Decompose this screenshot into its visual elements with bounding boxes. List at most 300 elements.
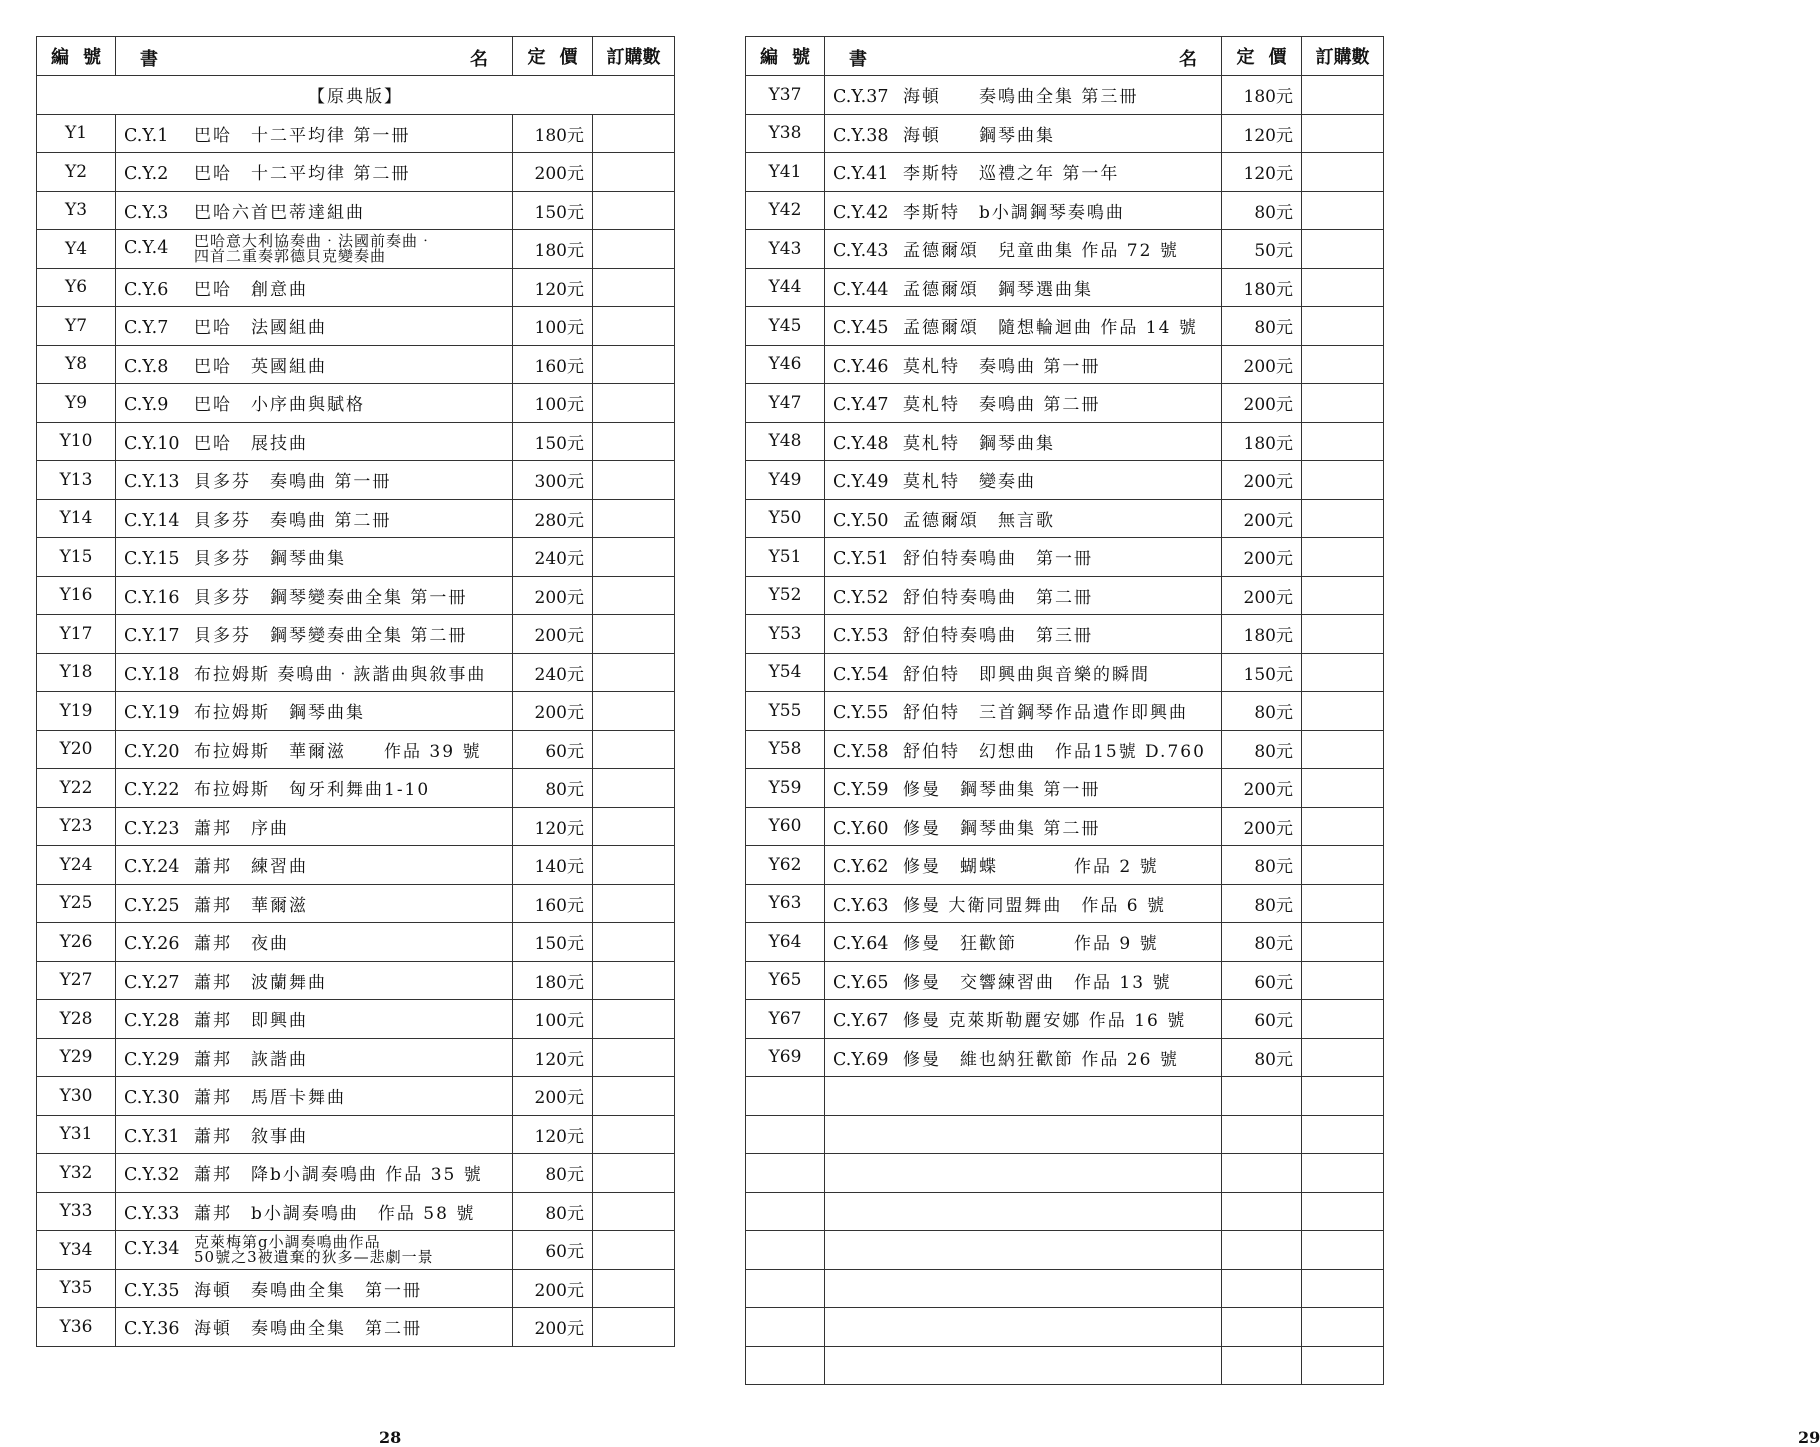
table-row (37, 538, 675, 577)
order-quantity-cell[interactable] (1302, 923, 1384, 962)
item-catalog-number: C.Y.49 (833, 472, 889, 493)
item-price: 200元 (1222, 384, 1302, 423)
order-quantity-cell[interactable] (1302, 538, 1384, 577)
table-row (37, 422, 675, 461)
item-price: 120元 (1222, 153, 1302, 192)
item-name (825, 730, 1222, 769)
item-catalog-number: C.Y.14 (124, 510, 180, 531)
order-quantity-cell[interactable] (1302, 1308, 1384, 1347)
item-code: Y9 (37, 384, 116, 423)
item-title-two-line (194, 231, 435, 265)
right-page (745, 36, 1820, 1447)
item-name (116, 153, 513, 192)
item-title: 蕭邦 敘事曲 (194, 1126, 308, 1147)
item-code (746, 1308, 825, 1347)
order-quantity-cell[interactable] (1302, 884, 1384, 923)
item-code (746, 1192, 825, 1231)
item-price: 140元 (513, 846, 593, 885)
item-name (825, 422, 1222, 461)
item-name (825, 846, 1222, 885)
item-catalog-number: C.Y.7 (124, 318, 169, 339)
order-quantity-cell[interactable] (1302, 807, 1384, 846)
table-row (746, 153, 1384, 192)
item-title: 舒伯特 三首鋼琴作品遺作即興曲 (903, 703, 1188, 724)
header-row (37, 37, 675, 76)
item-catalog-number: C.Y.15 (124, 549, 180, 570)
item-catalog-number: C.Y.16 (124, 587, 180, 608)
order-quantity-cell[interactable] (593, 615, 675, 654)
table-row (746, 730, 1384, 769)
order-quantity-cell[interactable] (1302, 268, 1384, 307)
order-quantity-cell[interactable] (593, 576, 675, 615)
table-row (746, 1269, 1384, 1308)
item-title: 蕭邦 練習曲 (194, 857, 308, 878)
table-row (37, 884, 675, 923)
item-price: 80元 (1222, 884, 1302, 923)
item-title: 巴哈 法國組曲 (194, 318, 327, 339)
table-row (746, 846, 1384, 885)
item-name (825, 884, 1222, 923)
item-name (116, 576, 513, 615)
item-code: Y65 (746, 961, 825, 1000)
item-catalog-number: C.Y.19 (124, 703, 180, 724)
item-name (116, 961, 513, 1000)
item-name (825, 1038, 1222, 1077)
item-name (825, 769, 1222, 808)
item-title: 貝多芬 鋼琴變奏曲全集 第二冊 (194, 626, 468, 647)
item-price: 280元 (513, 499, 593, 538)
order-quantity-cell[interactable] (593, 807, 675, 846)
table-row (37, 1308, 675, 1347)
order-quantity-cell[interactable] (593, 153, 675, 192)
item-code: Y7 (37, 307, 116, 346)
order-quantity-cell[interactable] (1302, 730, 1384, 769)
item-code: Y43 (746, 230, 825, 269)
order-quantity-cell[interactable] (593, 114, 675, 153)
order-quantity-cell[interactable] (593, 384, 675, 423)
item-price: 200元 (513, 1308, 593, 1347)
order-quantity-cell[interactable] (593, 268, 675, 307)
table-row (746, 1346, 1384, 1385)
item-code: Y55 (746, 692, 825, 731)
item-price: 120元 (513, 1038, 593, 1077)
item-name (116, 846, 513, 885)
item-title-line1: 巴哈意大利協奏曲‧法國前奏曲‧ (194, 231, 435, 250)
item-price: 180元 (1222, 615, 1302, 654)
item-catalog-number: C.Y.64 (833, 934, 889, 955)
item-code: Y62 (746, 846, 825, 885)
item-name (116, 268, 513, 307)
order-quantity-cell[interactable] (593, 769, 675, 808)
order-quantity-cell[interactable] (1302, 1154, 1384, 1193)
item-name (825, 1192, 1222, 1231)
item-name (825, 576, 1222, 615)
order-quantity-cell[interactable] (593, 923, 675, 962)
item-code: Y28 (37, 1000, 116, 1039)
item-price: 240元 (513, 538, 593, 577)
item-name (825, 345, 1222, 384)
order-quantity-cell[interactable] (1302, 114, 1384, 153)
item-price: 180元 (1222, 76, 1302, 115)
order-quantity-cell[interactable] (593, 461, 675, 500)
item-price: 200元 (513, 615, 593, 654)
order-quantity-cell[interactable] (593, 884, 675, 923)
order-quantity-cell[interactable] (1302, 692, 1384, 731)
item-price (1222, 1269, 1302, 1308)
item-name (116, 1192, 513, 1231)
table-row (746, 384, 1384, 423)
item-name (825, 961, 1222, 1000)
order-quantity-cell[interactable] (593, 1077, 675, 1116)
item-title: 貝多芬 奏鳴曲 第二冊 (194, 510, 392, 531)
page-number-left: 28 (379, 1428, 402, 1447)
item-code: Y52 (746, 576, 825, 615)
item-catalog-number: C.Y.55 (833, 703, 889, 724)
header-order: 訂購數 (593, 37, 675, 76)
item-price (1222, 1308, 1302, 1347)
order-quantity-cell[interactable] (593, 191, 675, 230)
table-row (746, 191, 1384, 230)
order-quantity-cell[interactable] (1302, 1000, 1384, 1039)
item-name (116, 114, 513, 153)
item-code: Y64 (746, 923, 825, 962)
order-quantity-cell[interactable] (1302, 1346, 1384, 1385)
item-price: 80元 (1222, 1038, 1302, 1077)
item-code: Y3 (37, 191, 116, 230)
table-row (746, 268, 1384, 307)
item-code: Y46 (746, 345, 825, 384)
item-title-two-line (194, 1232, 434, 1266)
order-quantity-cell[interactable] (1302, 769, 1384, 808)
item-catalog-number: C.Y.24 (124, 857, 180, 878)
item-price: 200元 (513, 692, 593, 731)
order-quantity-cell[interactable] (1302, 1038, 1384, 1077)
order-quantity-cell[interactable] (593, 961, 675, 1000)
item-name (825, 615, 1222, 654)
item-catalog-number: C.Y.45 (833, 318, 889, 339)
item-title: 舒伯特奏鳴曲 第一冊 (903, 549, 1093, 570)
item-price: 80元 (513, 1154, 593, 1193)
item-name (116, 1154, 513, 1193)
item-catalog-number: C.Y.32 (124, 1165, 180, 1186)
item-code: Y17 (37, 615, 116, 654)
item-name (116, 191, 513, 230)
item-name (825, 1000, 1222, 1039)
item-code: Y59 (746, 769, 825, 808)
item-price: 80元 (1222, 846, 1302, 885)
table-row (746, 461, 1384, 500)
item-price: 120元 (1222, 114, 1302, 153)
item-name (825, 1308, 1222, 1347)
item-name (116, 1269, 513, 1308)
item-catalog-number: C.Y.60 (833, 818, 889, 839)
item-code: Y24 (37, 846, 116, 885)
order-quantity-cell[interactable] (1302, 1115, 1384, 1154)
item-catalog-number: C.Y.1 (124, 125, 169, 146)
item-name (825, 653, 1222, 692)
table-row (37, 961, 675, 1000)
item-catalog-number: C.Y.6 (124, 279, 169, 300)
item-title: 蕭邦 波蘭舞曲 (194, 972, 327, 993)
item-catalog-number: C.Y.22 (124, 780, 180, 801)
item-title: 舒伯特奏鳴曲 第三冊 (903, 626, 1093, 647)
item-code: Y36 (37, 1308, 116, 1347)
item-catalog-number: C.Y.36 (124, 1319, 180, 1340)
order-quantity-cell[interactable] (1302, 1269, 1384, 1308)
item-price: 150元 (513, 923, 593, 962)
item-code: Y32 (37, 1154, 116, 1193)
order-quantity-cell[interactable] (1302, 345, 1384, 384)
item-catalog-number: C.Y.13 (124, 472, 180, 493)
item-price: 60元 (1222, 961, 1302, 1000)
item-code: Y53 (746, 615, 825, 654)
item-code: Y1 (37, 114, 116, 153)
item-title: 貝多芬 鋼琴曲集 (194, 549, 346, 570)
item-title: 巴哈 創意曲 (194, 279, 308, 300)
item-code: Y58 (746, 730, 825, 769)
order-quantity-cell[interactable] (1302, 499, 1384, 538)
order-quantity-cell[interactable] (1302, 1231, 1384, 1270)
order-quantity-cell[interactable] (593, 692, 675, 731)
order-quantity-cell[interactable] (1302, 461, 1384, 500)
item-title: 蕭邦 詼諧曲 (194, 1049, 308, 1070)
item-catalog-number: C.Y.42 (833, 202, 889, 223)
section-title: 【原典版】 (37, 76, 675, 115)
item-code: Y31 (37, 1115, 116, 1154)
item-price: 150元 (513, 422, 593, 461)
item-name (116, 1308, 513, 1347)
order-quantity-cell[interactable] (593, 499, 675, 538)
order-quantity-cell[interactable] (593, 1308, 675, 1347)
item-title: 李斯特 巡禮之年 第一年 (903, 164, 1120, 185)
order-quantity-cell[interactable] (593, 846, 675, 885)
order-quantity-cell[interactable] (1302, 653, 1384, 692)
item-name (825, 1269, 1222, 1308)
table-row (746, 653, 1384, 692)
item-title: 蕭邦 降b小調奏鳴曲 作品 35 號 (194, 1165, 483, 1186)
left-page (36, 36, 675, 1447)
order-quantity-cell[interactable] (593, 653, 675, 692)
item-catalog-number: C.Y.53 (833, 626, 889, 647)
item-title: 修曼 維也納狂歡節 作品 26 號 (903, 1049, 1179, 1070)
order-quantity-cell[interactable] (1302, 307, 1384, 346)
item-title: 孟德爾頌 隨想輪迴曲 作品 14 號 (903, 318, 1198, 339)
order-quantity-cell[interactable] (593, 422, 675, 461)
item-title: 修曼 鋼琴曲集 第一冊 (903, 780, 1101, 801)
item-code: Y14 (37, 499, 116, 538)
table-row (37, 807, 675, 846)
table-row (37, 1192, 675, 1231)
item-catalog-number: C.Y.25 (124, 895, 180, 916)
item-title: 巴哈 英國組曲 (194, 356, 327, 377)
item-price: 80元 (513, 769, 593, 808)
item-price: 120元 (513, 807, 593, 846)
item-code: Y18 (37, 653, 116, 692)
order-quantity-cell[interactable] (1302, 961, 1384, 1000)
item-code: Y49 (746, 461, 825, 500)
item-title: 貝多芬 鋼琴變奏曲全集 第一冊 (194, 587, 468, 608)
order-quantity-cell[interactable] (593, 730, 675, 769)
item-name (825, 307, 1222, 346)
header-name-b: 名 (470, 49, 488, 70)
order-quantity-cell[interactable] (593, 1038, 675, 1077)
item-name (116, 615, 513, 654)
item-title: 修曼 大衛同盟舞曲 作品 6 號 (903, 895, 1167, 916)
item-name (116, 499, 513, 538)
order-quantity-cell[interactable] (593, 1154, 675, 1193)
item-name (825, 384, 1222, 423)
item-catalog-number: C.Y.69 (833, 1049, 889, 1070)
item-name (825, 1154, 1222, 1193)
item-code: Y48 (746, 422, 825, 461)
order-quantity-cell[interactable] (1302, 76, 1384, 115)
item-price (1222, 1192, 1302, 1231)
item-catalog-number: C.Y.48 (833, 433, 889, 454)
item-catalog-number: C.Y.43 (833, 241, 889, 262)
item-catalog-number: C.Y.30 (124, 1088, 180, 1109)
item-price: 200元 (513, 153, 593, 192)
item-title: 巴哈 十二平均律 第一冊 (194, 125, 411, 146)
item-name (116, 1231, 513, 1270)
table-row (746, 615, 1384, 654)
item-code: Y30 (37, 1077, 116, 1116)
item-code: Y23 (37, 807, 116, 846)
table-row (37, 191, 675, 230)
order-quantity-cell[interactable] (1302, 615, 1384, 654)
item-code: Y51 (746, 538, 825, 577)
item-price: 240元 (513, 653, 593, 692)
item-code: Y26 (37, 923, 116, 962)
item-title: 蕭邦 序曲 (194, 818, 289, 839)
item-title: 布拉姆斯 鋼琴曲集 (194, 703, 365, 724)
item-catalog-number: C.Y.17 (124, 626, 180, 647)
order-quantity-cell[interactable] (593, 1000, 675, 1039)
order-quantity-cell[interactable] (1302, 576, 1384, 615)
header-price: 定價 (1222, 37, 1302, 76)
order-quantity-cell[interactable] (1302, 1192, 1384, 1231)
order-quantity-cell[interactable] (593, 1269, 675, 1308)
order-quantity-cell[interactable] (593, 1231, 675, 1270)
order-quantity-cell[interactable] (1302, 1077, 1384, 1116)
item-catalog-number: C.Y.65 (833, 972, 889, 993)
item-code: Y8 (37, 345, 116, 384)
item-title: 舒伯特 幻想曲 作品15號 D.760 (903, 741, 1206, 762)
order-quantity-cell[interactable] (593, 345, 675, 384)
table-row (746, 499, 1384, 538)
item-name (825, 1231, 1222, 1270)
table-row (746, 114, 1384, 153)
table-row (37, 384, 675, 423)
item-code: Y4 (37, 230, 116, 269)
item-code: Y15 (37, 538, 116, 577)
table-row (746, 1231, 1384, 1270)
item-price: 60元 (1222, 1000, 1302, 1039)
order-quantity-cell[interactable] (1302, 230, 1384, 269)
item-price (1222, 1346, 1302, 1385)
item-name (825, 461, 1222, 500)
table-row (37, 114, 675, 153)
order-quantity-cell[interactable] (593, 307, 675, 346)
item-price: 180元 (513, 961, 593, 1000)
item-name (116, 307, 513, 346)
table-row (746, 76, 1384, 115)
item-title: 孟德爾頌 鋼琴選曲集 (903, 279, 1093, 300)
item-price: 100元 (513, 307, 593, 346)
item-price: 150元 (1222, 653, 1302, 692)
item-catalog-number: C.Y.33 (124, 1203, 180, 1224)
item-title: 海頓 奏鳴曲全集 第二冊 (194, 1319, 422, 1340)
item-title: 貝多芬 奏鳴曲 第一冊 (194, 472, 392, 493)
item-title: 蕭邦 b小調奏鳴曲 作品 58 號 (194, 1203, 476, 1224)
order-quantity-cell[interactable] (1302, 384, 1384, 423)
item-code: Y44 (746, 268, 825, 307)
item-code: Y42 (746, 191, 825, 230)
item-name (116, 384, 513, 423)
item-catalog-number: C.Y.8 (124, 356, 169, 377)
table-row (746, 807, 1384, 846)
order-quantity-cell[interactable] (593, 1115, 675, 1154)
order-quantity-cell[interactable] (593, 1192, 675, 1231)
item-name (825, 499, 1222, 538)
item-code: Y19 (37, 692, 116, 731)
order-quantity-cell[interactable] (593, 538, 675, 577)
table-row (37, 1038, 675, 1077)
item-code: Y22 (37, 769, 116, 808)
order-quantity-cell[interactable] (1302, 422, 1384, 461)
item-code (746, 1115, 825, 1154)
order-quantity-cell[interactable] (1302, 153, 1384, 192)
item-code (746, 1231, 825, 1270)
item-price: 60元 (513, 1231, 593, 1270)
item-price: 200元 (1222, 576, 1302, 615)
order-quantity-cell[interactable] (593, 230, 675, 269)
item-title: 修曼 鋼琴曲集 第二冊 (903, 818, 1101, 839)
item-price: 180元 (513, 114, 593, 153)
item-price: 300元 (513, 461, 593, 500)
order-quantity-cell[interactable] (1302, 846, 1384, 885)
table-row (37, 1231, 675, 1270)
item-name (825, 114, 1222, 153)
table-row (746, 538, 1384, 577)
item-catalog-number: C.Y.4 (124, 238, 169, 259)
item-price: 120元 (513, 1115, 593, 1154)
table-row (746, 345, 1384, 384)
table-row (746, 230, 1384, 269)
item-price: 160元 (513, 884, 593, 923)
item-name (116, 653, 513, 692)
item-name (825, 153, 1222, 192)
table-row (746, 1077, 1384, 1116)
item-code: Y45 (746, 307, 825, 346)
item-catalog-number: C.Y.44 (833, 279, 889, 300)
item-name (825, 1077, 1222, 1116)
table-row (746, 884, 1384, 923)
item-code: Y10 (37, 422, 116, 461)
item-name (116, 461, 513, 500)
order-quantity-cell[interactable] (1302, 191, 1384, 230)
item-price: 200元 (1222, 807, 1302, 846)
item-catalog-number: C.Y.54 (833, 664, 889, 685)
item-price: 200元 (1222, 769, 1302, 808)
item-price (1222, 1154, 1302, 1193)
item-code: Y63 (746, 884, 825, 923)
item-title: 巴哈 展技曲 (194, 433, 308, 454)
header-name (116, 37, 513, 76)
item-catalog-number: C.Y.10 (124, 433, 180, 454)
item-price: 80元 (1222, 191, 1302, 230)
table-row (37, 923, 675, 962)
item-price: 200元 (1222, 499, 1302, 538)
